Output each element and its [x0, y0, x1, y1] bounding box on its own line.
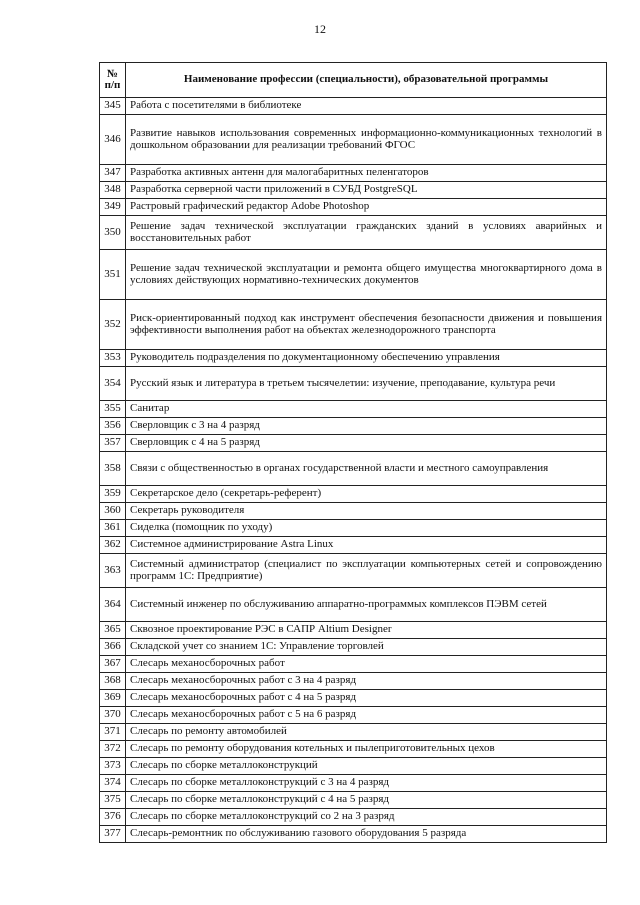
row-program-name: Слесарь по сборке металлоконструкций с 4 на 5 разряд — [126, 792, 607, 809]
table-row — [100, 639, 607, 656]
row-number: 356 — [100, 418, 126, 435]
row-number: 374 — [100, 775, 126, 792]
row-program-name: Слесарь механосборочных работ с 4 на 5 разряд — [126, 690, 607, 707]
table-body — [100, 98, 607, 843]
table-row — [100, 792, 607, 809]
row-program-name: Решение задач технической эксплуатации и ремонта общего имущества многоквартирного дома в условиях действующих нормативно-технических документов — [126, 250, 607, 300]
row-number: 376 — [100, 809, 126, 826]
row-program-name: Слесарь по сборке металлоконструкций со 2 на 3 разряд — [126, 809, 607, 826]
table-row — [100, 673, 607, 690]
row-program-name: Сверловщик с 4 на 5 разряд — [126, 435, 607, 452]
row-number: 346 — [100, 115, 126, 165]
table-row — [100, 165, 607, 182]
row-number: 347 — [100, 165, 126, 182]
row-number: 369 — [100, 690, 126, 707]
row-program-name: Секретарское дело (секретарь-референт) — [126, 486, 607, 503]
table-row — [100, 418, 607, 435]
row-number: 371 — [100, 724, 126, 741]
table-row — [100, 758, 607, 775]
header-number: № п/п — [100, 63, 126, 98]
table-row — [100, 809, 607, 826]
table-row — [100, 199, 607, 216]
row-program-name: Сиделка (помощник по уходу) — [126, 520, 607, 537]
row-program-name: Руководитель подразделения по документационному обеспечению управления — [126, 350, 607, 367]
row-number: 351 — [100, 250, 126, 300]
row-number: 373 — [100, 758, 126, 775]
row-number: 367 — [100, 656, 126, 673]
table-row — [100, 367, 607, 401]
table-row — [100, 182, 607, 199]
table-row — [100, 554, 607, 588]
table-row — [100, 690, 607, 707]
table-row — [100, 452, 607, 486]
row-program-name: Складской учет со знанием 1С: Управление торговлей — [126, 639, 607, 656]
row-program-name: Разработка серверной части приложений в СУБД PostgreSQL — [126, 182, 607, 199]
row-program-name: Русский язык и литература в третьем тысячелетии: изучение, преподавание, культура речи — [126, 367, 607, 401]
row-number: 358 — [100, 452, 126, 486]
row-program-name: Слесарь механосборочных работ — [126, 656, 607, 673]
row-number: 354 — [100, 367, 126, 401]
row-program-name: Слесарь по сборке металлоконструкций с 3 на 4 разряд — [126, 775, 607, 792]
table-row — [100, 435, 607, 452]
table-row — [100, 520, 607, 537]
table-header-row — [100, 63, 607, 98]
table-row — [100, 98, 607, 115]
table-row — [100, 588, 607, 622]
row-number: 353 — [100, 350, 126, 367]
table-row — [100, 216, 607, 250]
row-program-name: Сверловщик с 3 на 4 разряд — [126, 418, 607, 435]
table-row — [100, 826, 607, 843]
table-row — [100, 115, 607, 165]
row-number: 363 — [100, 554, 126, 588]
table-row — [100, 741, 607, 758]
page-number: 12 — [314, 22, 326, 36]
row-program-name: Слесарь по ремонту оборудования котельных и пылеприготовительных цехов — [126, 741, 607, 758]
table-row — [100, 503, 607, 520]
row-number: 368 — [100, 673, 126, 690]
programs-table — [99, 62, 607, 843]
table-row — [100, 537, 607, 554]
row-program-name: Системный инженер по обслуживанию аппаратно-программых комплексов ПЭВМ сетей — [126, 588, 607, 622]
row-number: 375 — [100, 792, 126, 809]
row-number: 364 — [100, 588, 126, 622]
row-number: 370 — [100, 707, 126, 724]
row-number: 355 — [100, 401, 126, 418]
row-program-name: Слесарь-ремонтник по обслуживанию газового оборудования 5 разряда — [126, 826, 607, 843]
header-name: Наименование профессии (специальности), образовательной программы — [126, 63, 607, 98]
row-program-name: Работа с посетителями в библиотеке — [126, 98, 607, 115]
row-program-name: Слесарь по сборке металлоконструкций — [126, 758, 607, 775]
table-row — [100, 775, 607, 792]
table-row — [100, 724, 607, 741]
table-row — [100, 486, 607, 503]
row-number: 360 — [100, 503, 126, 520]
row-number: 352 — [100, 300, 126, 350]
table-row — [100, 622, 607, 639]
row-program-name: Слесарь механосборочных работ с 5 на 6 разряд — [126, 707, 607, 724]
table-row — [100, 707, 607, 724]
row-program-name: Решение задач технической эксплуатации гражданских зданий в условиях аварийных и восстановительных работ — [126, 216, 607, 250]
row-program-name: Системный администратор (специалист по эксплуатации компьютерных сетей и сопровождению программ 1С: Предприятие) — [126, 554, 607, 588]
row-number: 377 — [100, 826, 126, 843]
row-number: 345 — [100, 98, 126, 115]
row-number: 350 — [100, 216, 126, 250]
row-program-name: Слесарь механосборочных работ с 3 на 4 разряд — [126, 673, 607, 690]
row-number: 357 — [100, 435, 126, 452]
row-number: 361 — [100, 520, 126, 537]
row-number: 365 — [100, 622, 126, 639]
row-program-name: Развитие навыков использования современных информационно-коммуникационных технологий в дошкольном образовании для реализации требований ФГОС — [126, 115, 607, 165]
row-program-name: Разработка активных антенн для малогабаритных пеленгаторов — [126, 165, 607, 182]
table-row — [100, 300, 607, 350]
table-row — [100, 350, 607, 367]
row-program-name: Санитар — [126, 401, 607, 418]
row-number: 362 — [100, 537, 126, 554]
row-program-name: Системное администрирование Astra Linux — [126, 537, 607, 554]
row-program-name: Растровый графический редактор Adobe Photoshop — [126, 199, 607, 216]
table-row — [100, 250, 607, 300]
row-program-name: Слесарь по ремонту автомобилей — [126, 724, 607, 741]
table-row — [100, 401, 607, 418]
row-program-name: Риск-ориентированный подход как инструмент обеспечения безопасности движения и повышения эффективности выполнения работ на объектах железнодорожного транспорта — [126, 300, 607, 350]
row-number: 366 — [100, 639, 126, 656]
row-number: 372 — [100, 741, 126, 758]
row-program-name: Сквозное проектирование РЭС в САПР Altium Designer — [126, 622, 607, 639]
row-number: 359 — [100, 486, 126, 503]
row-number: 349 — [100, 199, 126, 216]
row-number: 348 — [100, 182, 126, 199]
row-program-name: Связи с общественностью в органах государственной власти и местного самоуправления — [126, 452, 607, 486]
row-program-name: Секретарь руководителя — [126, 503, 607, 520]
table-row — [100, 656, 607, 673]
